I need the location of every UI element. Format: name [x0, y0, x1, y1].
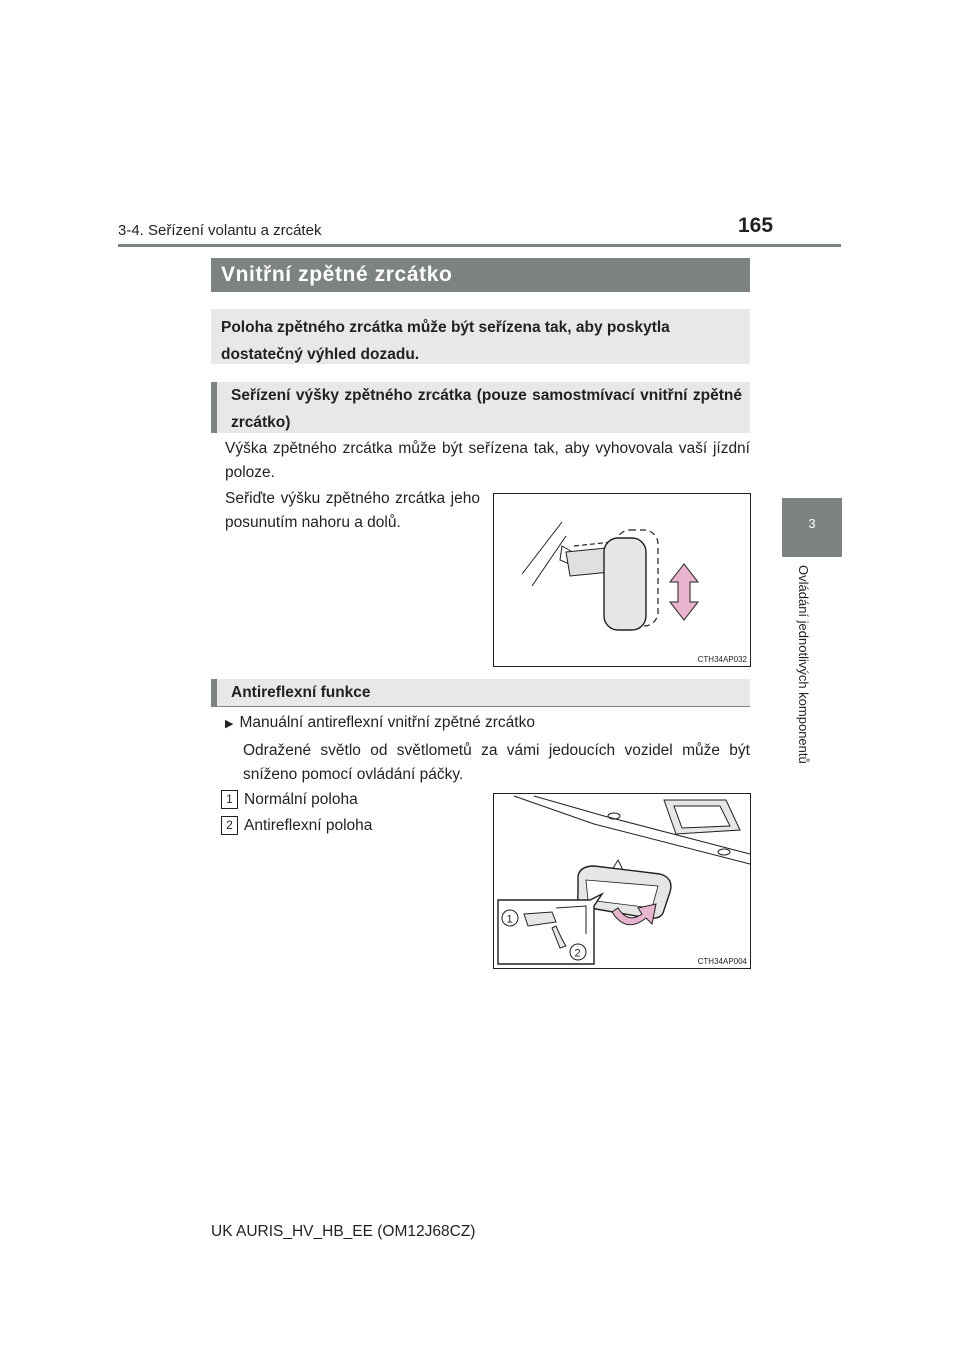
triangle-bullet-icon: ▶: [225, 718, 234, 730]
antireflex-figure: [493, 793, 751, 969]
height-heading: Seřízení výšky zpětného zrcátka (pouze samostmívací vnitřní zpětné zrcátko): [211, 382, 750, 433]
item-label: Antireflexní poloha: [244, 817, 373, 834]
mirror-height-figure: [493, 493, 751, 667]
antireflex-subheading: [225, 711, 745, 736]
mirror-height-illustration: [494, 494, 750, 666]
antireflex-illustration: [494, 794, 750, 968]
manual-code-footer: UK AURIS_HV_HB_EE (OM12J68CZ): [211, 1223, 476, 1240]
antireflex-heading: Antireflexní funkce: [211, 679, 750, 707]
item-label: Normální poloha: [244, 791, 358, 808]
figure-code: CTH34AP032: [697, 655, 747, 664]
antireflex-paragraph: Odražené světlo od světlometů za vámi jedoucích vozidel může být sníženo pomocí ovládání páčky.: [243, 742, 750, 783]
figure-code: CTH34AP004: [697, 957, 747, 966]
intro-box: Poloha zpětného zrcátka může být seřízena tak, aby poskytla dostatečný výhled dozadu.: [211, 309, 750, 364]
list-item: [221, 814, 372, 838]
callout-1: 1: [506, 913, 513, 926]
height-paragraph: Výška zpětného zrcátka může být seřízena tak, aby vyhovovala vaší jízdní poloze.: [225, 440, 750, 481]
main-heading: [211, 258, 750, 292]
chapter-number: 3: [808, 516, 816, 531]
section-title: 3-4. Seřízení volantu a zrcátek: [118, 222, 322, 239]
antireflex-subheading-text: Manuální antireflexní vnitřní zpětné zrcátko: [239, 714, 535, 731]
callout-2: 2: [574, 947, 581, 960]
main-heading-text: Vnitřní zpětné zrcátko: [221, 263, 453, 286]
height-instruction: Seřiďte výšku zpětného zrcátka jeho posunutím nahoru a dolů.: [225, 490, 480, 531]
chapter-title: Ovládání jednotlivých komponentů: [796, 565, 811, 764]
item-number: 2: [221, 816, 238, 835]
item-number: 1: [221, 790, 238, 809]
header-rule: [118, 244, 841, 247]
list-item: [221, 788, 358, 812]
page-number: 165: [738, 214, 774, 237]
